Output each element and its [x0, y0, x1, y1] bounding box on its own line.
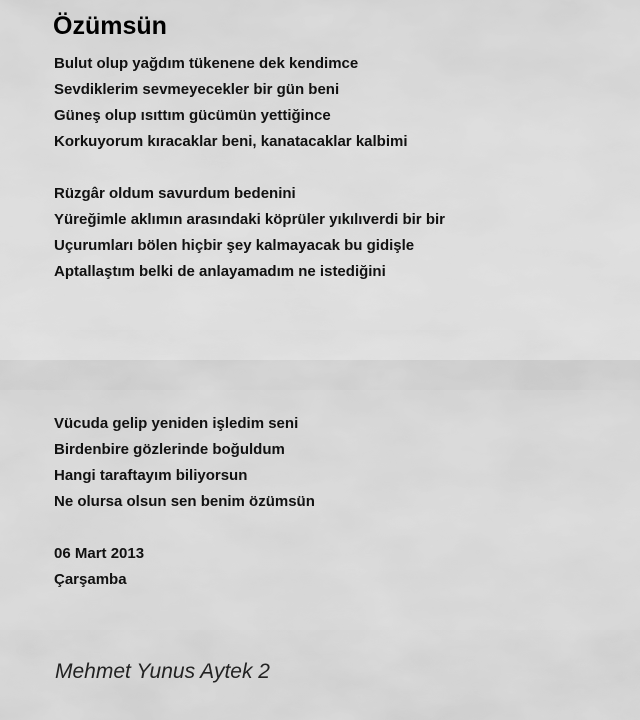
poem-line: Güneş olup ısıttım gücümün yettiğince	[54, 107, 331, 124]
poem-line: Korkuyorum kıracaklar beni, kanatacaklar kalbimi	[54, 133, 408, 150]
poem-line: Bulut olup yağdım tükenene dek kendimce	[54, 55, 359, 72]
poem-line: Yüreğimle aklımın arasındaki köprüler yıkılıverdi bir bir	[54, 211, 445, 228]
poem-date: 06 Mart 2013	[54, 545, 145, 562]
stanza-1	[54, 51, 408, 155]
poem-weekday: Çarşamba	[54, 571, 127, 588]
poem-line: Vücuda gelip yeniden işledim seni	[54, 415, 299, 432]
poem-line: Aptallaştım belki de anlayamadım ne istediğini	[54, 263, 386, 280]
poem-line: Sevdiklerim sevmeyecekler bir gün beni	[54, 81, 340, 98]
poem-line: Ne olursa olsun sen benim özümsün	[54, 493, 315, 510]
stanza-2	[54, 181, 445, 285]
poem-title: Özümsün	[53, 12, 167, 40]
poem-line: Uçurumları bölen hiçbir şey kalmayacak bu gidişle	[54, 237, 415, 254]
poem-date-block	[54, 541, 144, 593]
poem-line: Hangi taraftayım biliyorsun	[54, 467, 248, 484]
stanza-3	[54, 411, 315, 515]
poem-author: Mehmet Yunus Aytek 2	[55, 660, 270, 683]
poem-line: Rüzgâr oldum savurdum bedenini	[54, 185, 296, 202]
poem-line: Birdenbire gözlerinde boğuldum	[54, 441, 285, 458]
